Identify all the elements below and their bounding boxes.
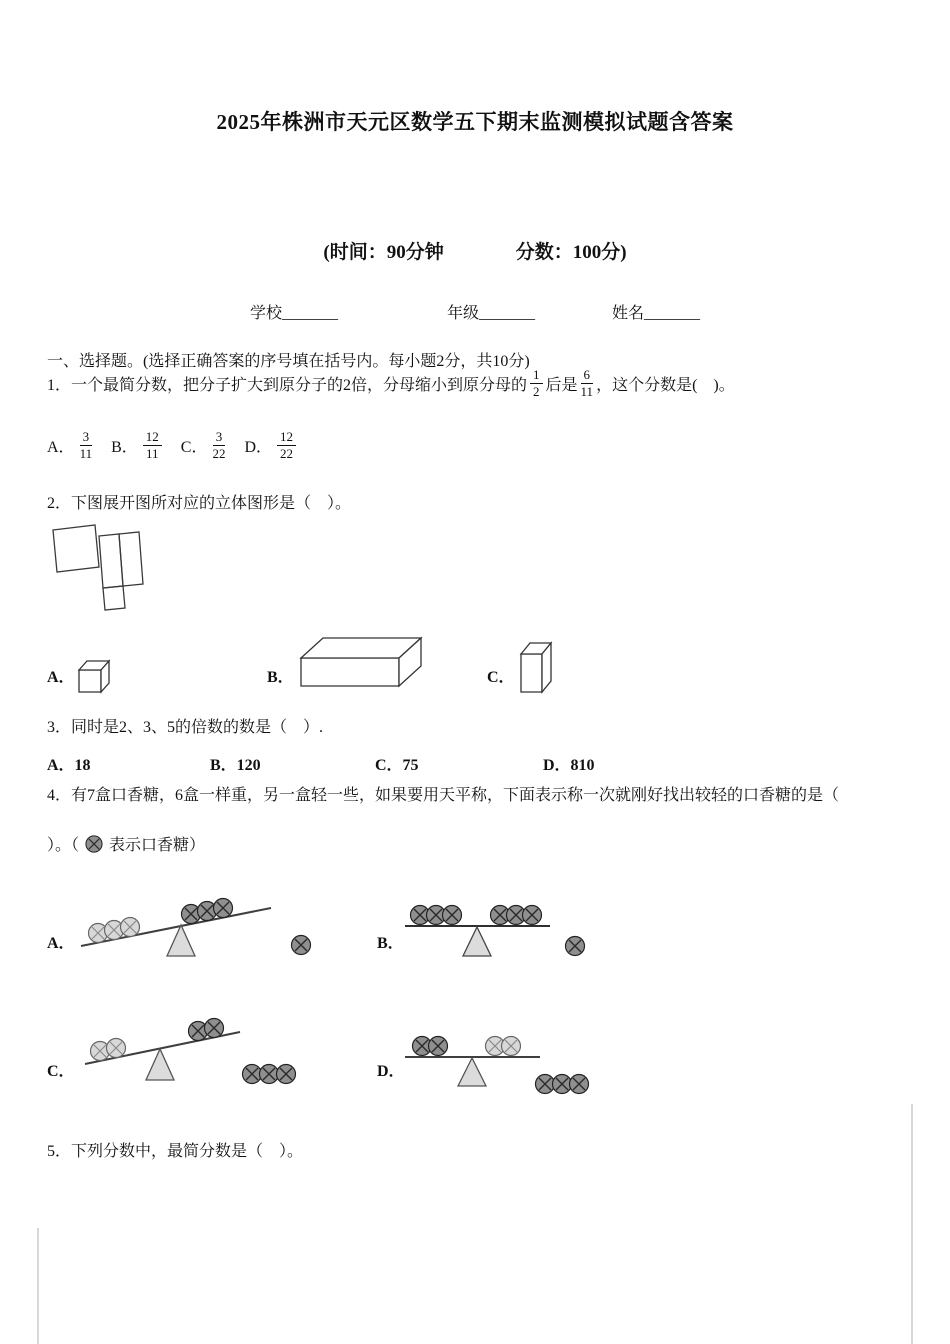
q1-options bbox=[47, 430, 299, 462]
box-net-diagram bbox=[50, 520, 160, 620]
fraction-one-half: $\frac{1}{2}$ bbox=[530, 368, 543, 400]
page-edge-right bbox=[911, 1104, 913, 1344]
q1-text-after: ，这个分数是( )。 bbox=[596, 377, 735, 395]
cube-figure bbox=[74, 656, 118, 696]
section-1-heading: 一、选择题。(选择正确答案的序号填在括号内。每小题2分，共10分) bbox=[47, 353, 530, 370]
q4-line2-prefix: ）。（ bbox=[47, 837, 80, 854]
grade-field: 年级_______ bbox=[447, 305, 536, 322]
name-field: 姓名_______ bbox=[612, 305, 701, 322]
q3-option-d: D．810 bbox=[543, 757, 595, 774]
question-5: 5．下列分数中，最简分数是（ ）。 bbox=[47, 1143, 304, 1160]
long-cuboid-figure bbox=[296, 630, 436, 692]
q1-text-before: 1．一个最简分数，把分子扩大到原分子的2倍，分母缩小到原分母的 bbox=[47, 377, 528, 395]
gum-icon bbox=[84, 834, 104, 854]
fraction-12-22: $\frac{12}{22}$ bbox=[277, 430, 296, 462]
page-title: 2025年株洲市天元区数学五下期末监测模拟试题含答案 bbox=[216, 110, 734, 134]
balance-scale-c bbox=[80, 1012, 310, 1100]
q3-option-b: B．120 bbox=[210, 757, 261, 774]
q1-text-mid: 后是 bbox=[545, 377, 578, 395]
q1-option-d: D． $\frac{12}{22}$ bbox=[244, 430, 299, 462]
q3-option-c: C．75 bbox=[375, 757, 419, 774]
q4-option-c-label: C． bbox=[47, 1063, 75, 1080]
fraction-3-22: $\frac{3}{22}$ bbox=[212, 429, 226, 462]
q4-option-a-label: A． bbox=[47, 935, 75, 952]
balance-scale-d bbox=[400, 1032, 610, 1104]
school-field: 学校_______ bbox=[250, 305, 339, 322]
question-1 bbox=[47, 368, 927, 400]
tall-cuboid-figure bbox=[516, 638, 558, 700]
page-edge-left bbox=[37, 1228, 39, 1344]
q4-option-d-label: D． bbox=[377, 1063, 405, 1080]
exam-meta bbox=[0, 237, 950, 264]
time-label: (时间：90分钟 bbox=[323, 242, 444, 263]
q2-option-a-label: A． bbox=[47, 669, 75, 686]
score-label: 分数：100分) bbox=[515, 242, 627, 263]
q1-option-c: C． $\frac{3}{22}$ bbox=[180, 429, 226, 462]
question-4-line1: 4．有7盒口香糖，6盒一样重，另一盒轻一些，如果要用天平称，下面表示称一次就刚好找出较轻的口香糖的是（ bbox=[47, 787, 840, 804]
q1-option-a: A． $\frac{3}{11}$ bbox=[47, 429, 93, 462]
q4-line2-suffix: 表示口香糖） bbox=[109, 837, 206, 854]
q1-option-b: B． $\frac{12}{11}$ bbox=[111, 430, 165, 462]
q3-option-a: A．18 bbox=[47, 757, 91, 774]
question-3: 3．同时是2、3、5的倍数的数是（ ）. bbox=[47, 719, 324, 736]
balance-scale-a bbox=[76, 888, 346, 973]
balance-scale-b bbox=[400, 896, 600, 966]
q4-option-b-label: B． bbox=[377, 935, 404, 952]
q2-option-b-label: B． bbox=[267, 669, 294, 686]
question-2: 2．下图展开图所对应的立体图形是（ ）。 bbox=[47, 495, 352, 512]
fraction-3-11: $\frac{3}{11}$ bbox=[79, 429, 93, 462]
fraction-12-11: $\frac{12}{11}$ bbox=[143, 430, 162, 462]
fraction-six-elevenths: $\frac{6}{11}$ bbox=[580, 367, 594, 400]
question-4-line2 bbox=[47, 832, 205, 855]
q2-option-c-label: C． bbox=[487, 669, 515, 686]
